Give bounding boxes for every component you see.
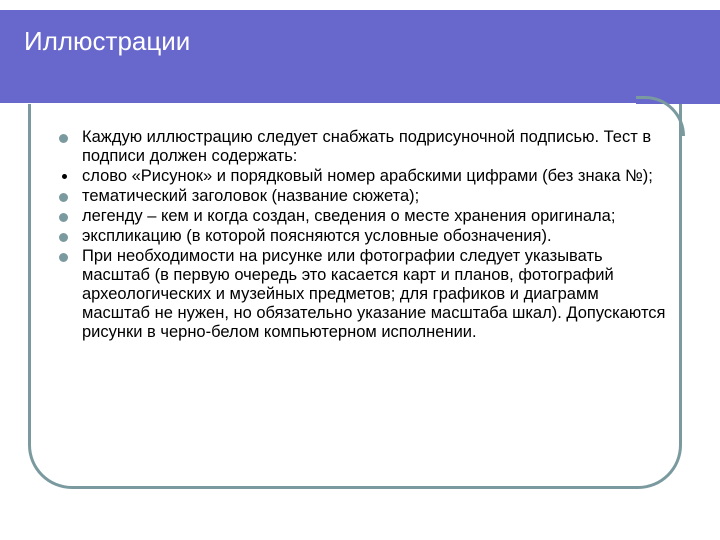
bullet-circle-icon bbox=[59, 233, 68, 242]
bullet-list bbox=[58, 128, 670, 342]
bullet-text: Каждую иллюстрацию следует снабжать подрисуночной подписью. Тест в подписи должен содержать: bbox=[82, 128, 652, 165]
bullet-item-legend bbox=[58, 207, 670, 226]
bullet-circle-icon bbox=[59, 253, 68, 262]
bullet-circle-icon bbox=[59, 193, 68, 202]
bullet-text: тематический заголовок (название сюжета); bbox=[82, 187, 420, 205]
bullet-item-caption-rule bbox=[58, 128, 670, 166]
bullet-text: слово «Рисунок» и порядковый номер арабскими цифрами (без знака №); bbox=[82, 167, 653, 185]
bullet-text: экспликацию (в которой поясняются условные обозначения). bbox=[82, 227, 552, 245]
slide-title: Иллюстрации bbox=[24, 26, 191, 56]
bullet-dot-icon bbox=[62, 174, 67, 179]
bullet-text: легенду – кем и когда создан, сведения о месте хранения оригинала; bbox=[82, 207, 616, 225]
bullet-item-explication bbox=[58, 227, 670, 246]
bullet-circle-icon bbox=[59, 134, 68, 143]
bullet-item-figure-word bbox=[58, 167, 670, 186]
bullet-item-scale bbox=[58, 247, 670, 342]
bullet-text: При необходимости на рисунке или фотографии следует указывать масштаб (в первую очередь это касается карт и планов, фотографий археологических и музейных предметов; для графиков и диаграмм масштаб не нужен, но обязательно указание масштаба шкал). Допускаются рисунки в черно-белом компьютерном исполнении. bbox=[82, 247, 666, 341]
bullet-circle-icon bbox=[59, 213, 68, 222]
slide-body bbox=[58, 128, 670, 343]
bullet-item-thematic-title bbox=[58, 187, 670, 206]
slide-header bbox=[0, 10, 720, 104]
